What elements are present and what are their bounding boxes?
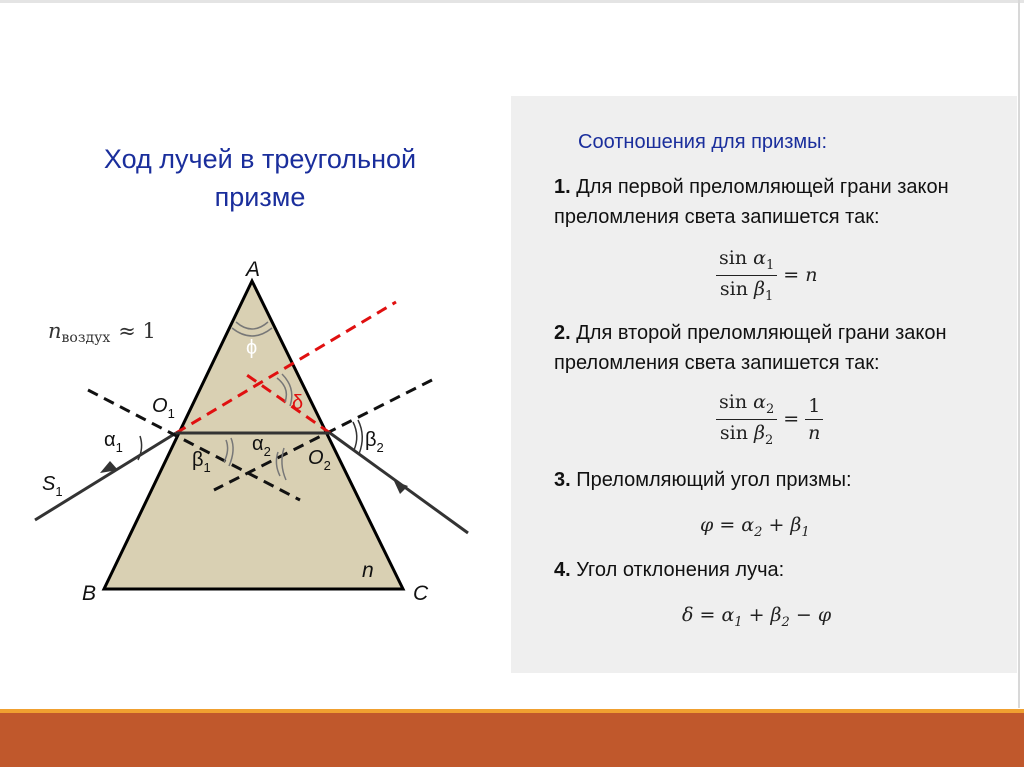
title-line-1: Ход лучей в треугольной: [103, 144, 417, 174]
vertex-c-label: C: [413, 582, 429, 605]
item-text: Для второй преломляющей грани закон преломления света запишется так:: [554, 322, 947, 374]
top-rule: [0, 0, 1024, 3]
beta1-label: $\beta_1$: [192, 449, 211, 475]
vertex-a-label: A: [246, 258, 261, 281]
o1-label: $O_1$: [152, 395, 175, 421]
item-number: 3.: [554, 469, 571, 491]
prism-diagram: [0, 240, 512, 620]
delta-label: δ: [292, 392, 304, 414]
formula-prism-angle: $\varphi = \alpha_2 + \beta_1$: [700, 514, 810, 540]
beta2-arc: [353, 422, 357, 450]
formula-snell-1: [716, 247, 817, 304]
item-text: Угол отклонения луча:: [570, 559, 785, 581]
phi-label: ϕ: [246, 337, 258, 359]
panel-heading: Соотношения для призмы:: [578, 131, 828, 153]
formula-deviation-angle: $\delta = \alpha_1 + \beta_2 - \varphi$: [682, 604, 832, 630]
item-number: 4.: [554, 559, 571, 581]
n-air-label: nвоздух ≈ 1: [48, 319, 156, 346]
relation-item-3: [554, 465, 1004, 495]
equals-sign: =: [783, 408, 800, 431]
right-edge-rule: [1018, 0, 1020, 708]
item-number: 1.: [554, 176, 571, 198]
fraction: $\frac{\sin \alpha_1}{\sin \beta_1}$: [716, 247, 777, 304]
item-number: 2.: [554, 322, 571, 344]
item-text: Для первой преломляющей грани закон преломления света запишется так:: [554, 176, 949, 228]
beta2-arc-2: [358, 420, 362, 454]
relation-item-2: [554, 318, 1004, 378]
footer-bar: [0, 713, 1024, 767]
n-prism-label: n: [362, 559, 374, 582]
item-text: Преломляющий угол призмы:: [570, 469, 852, 491]
relation-item-4: [554, 555, 1004, 585]
title-line-2: призме: [214, 182, 306, 212]
alpha1-label: $\alpha_1$: [104, 429, 123, 455]
alpha2-label: $\alpha_2$: [252, 433, 271, 459]
s1-label: $S_1$: [42, 473, 63, 499]
formula-rhs: = n: [783, 264, 818, 287]
o2-label: $O_2$: [308, 447, 331, 473]
relation-item-1: [554, 172, 1004, 232]
vertex-b-label: B: [82, 582, 97, 605]
beta2-label: $\beta_2$: [365, 429, 384, 455]
fraction: $\frac{\sin \alpha_2}{\sin \beta_2}$: [716, 391, 777, 448]
slide-title: [40, 140, 480, 216]
formula-snell-2: [716, 391, 823, 448]
fraction-rhs: $\frac{1}{n}$: [805, 395, 823, 444]
